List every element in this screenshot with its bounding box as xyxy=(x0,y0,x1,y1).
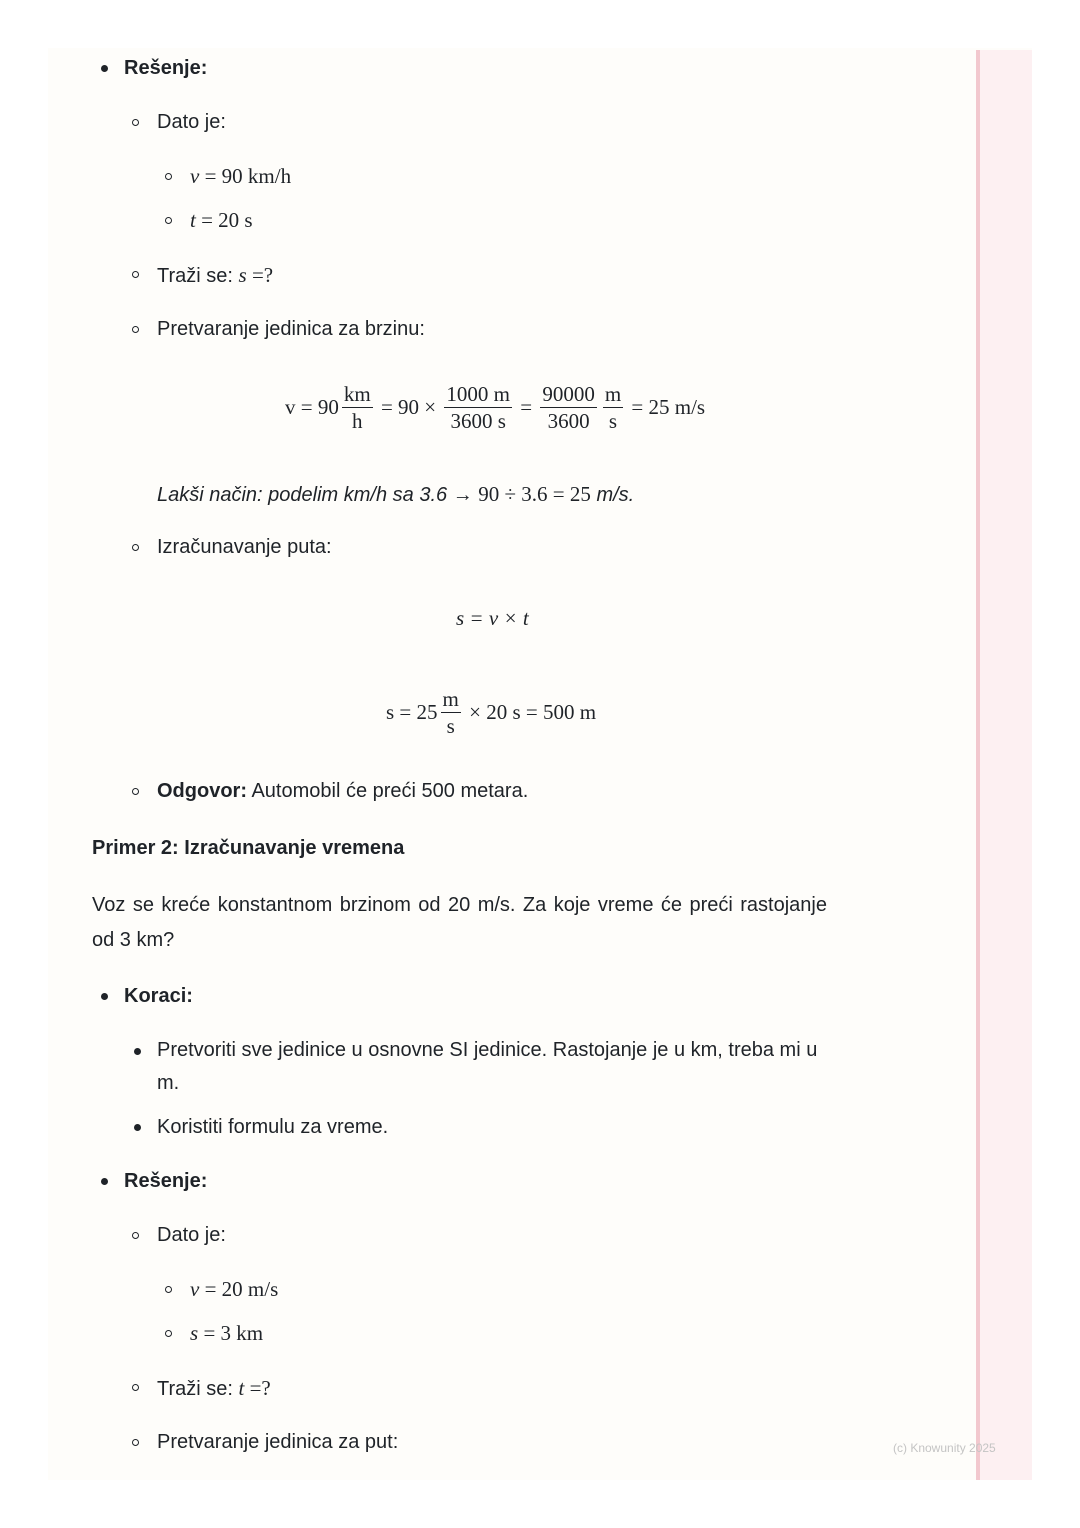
margin-line xyxy=(976,50,980,1480)
find-line: Traži se: t =? xyxy=(157,1376,271,1400)
circle-bullet-icon xyxy=(165,1286,172,1293)
margin-strip xyxy=(976,50,1032,1480)
circle-bullet-icon xyxy=(132,788,139,795)
conversion-equation: v = 90 $\frac{km}{h}$ = 90 × $\frac{1000 m}{3600 s}$ = $\frac{90000}{3600}$ $\frac{m}{s}$ = 25 m/s xyxy=(285,382,706,434)
given-label: Dato je: xyxy=(157,111,226,133)
fraction-1000m-3600s: $\frac{1000 m}{3600 s}$ xyxy=(446,382,510,434)
circle-bullet-icon xyxy=(132,544,139,551)
fraction-90000-3600: $\frac{90000}{3600}$ xyxy=(542,382,595,434)
conversion-label: Pretvaranje jedinica za brzinu: xyxy=(157,318,425,340)
bullet-icon xyxy=(134,1048,141,1055)
formula: s = v × t xyxy=(456,606,529,630)
solution-label: Rešenje: xyxy=(124,57,208,79)
problem-text: Voz se kreće konstantnom brzinom od 20 m/s. Za koje vreme će preći rastojanje od 3 km? xyxy=(92,894,827,951)
bullet-icon xyxy=(101,65,108,72)
example-heading: Primer 2: Izračunavanje vremena xyxy=(92,837,405,859)
steps-label: Koraci: xyxy=(124,985,193,1007)
given-item: v = 90 km/h xyxy=(190,164,292,188)
given-item: v = 20 m/s xyxy=(190,1277,279,1301)
circle-bullet-icon xyxy=(165,173,172,180)
step-item: Pretvoriti sve jedinice u osnovne SI jedinice. Rastojanje je u km, treba mi u m. xyxy=(157,1039,818,1094)
bullet-icon xyxy=(101,993,108,1000)
circle-bullet-icon xyxy=(132,326,139,333)
given-item: s = 3 km xyxy=(190,1321,264,1345)
given-label: Dato je: xyxy=(157,1224,226,1246)
circle-bullet-icon xyxy=(132,1439,139,1446)
circle-bullet-icon xyxy=(165,1330,172,1337)
solution-label: Rešenje: xyxy=(124,1170,208,1192)
circle-bullet-icon xyxy=(165,217,172,224)
bullet-icon xyxy=(134,1124,141,1131)
find-line: Traži se: s =? xyxy=(157,263,274,287)
given-item: t = 20 s xyxy=(190,208,253,232)
tip-line: Lakši način: podelim km/h sa 3.6 → 90 ÷ 3.6 = 25 m/s. xyxy=(157,482,635,506)
step-item: Koristiti formulu za vreme. xyxy=(157,1116,389,1138)
circle-bullet-icon xyxy=(132,119,139,126)
distance-calculation: s = 25 $\frac{m}{s}$ × 20 s = 500 m xyxy=(386,687,597,739)
fraction-km-h: $\frac{km}{h}$ xyxy=(343,382,371,434)
answer-line: Odgovor: Automobil će preći 500 metara. xyxy=(157,780,529,802)
copyright-footer: (c) Knowunity 2025 xyxy=(893,1441,996,1455)
fraction-m-s: $\frac{m}{s}$ xyxy=(442,687,459,739)
circle-bullet-icon xyxy=(132,1384,139,1391)
fraction-m-s: $\frac{m}{s}$ xyxy=(604,382,622,434)
conversion-label: Pretvaranje jedinica za put: xyxy=(157,1431,399,1453)
circle-bullet-icon xyxy=(132,271,139,278)
bullet-icon xyxy=(101,1178,108,1185)
distance-label: Izračunavanje puta: xyxy=(157,536,332,558)
circle-bullet-icon xyxy=(132,1232,139,1239)
